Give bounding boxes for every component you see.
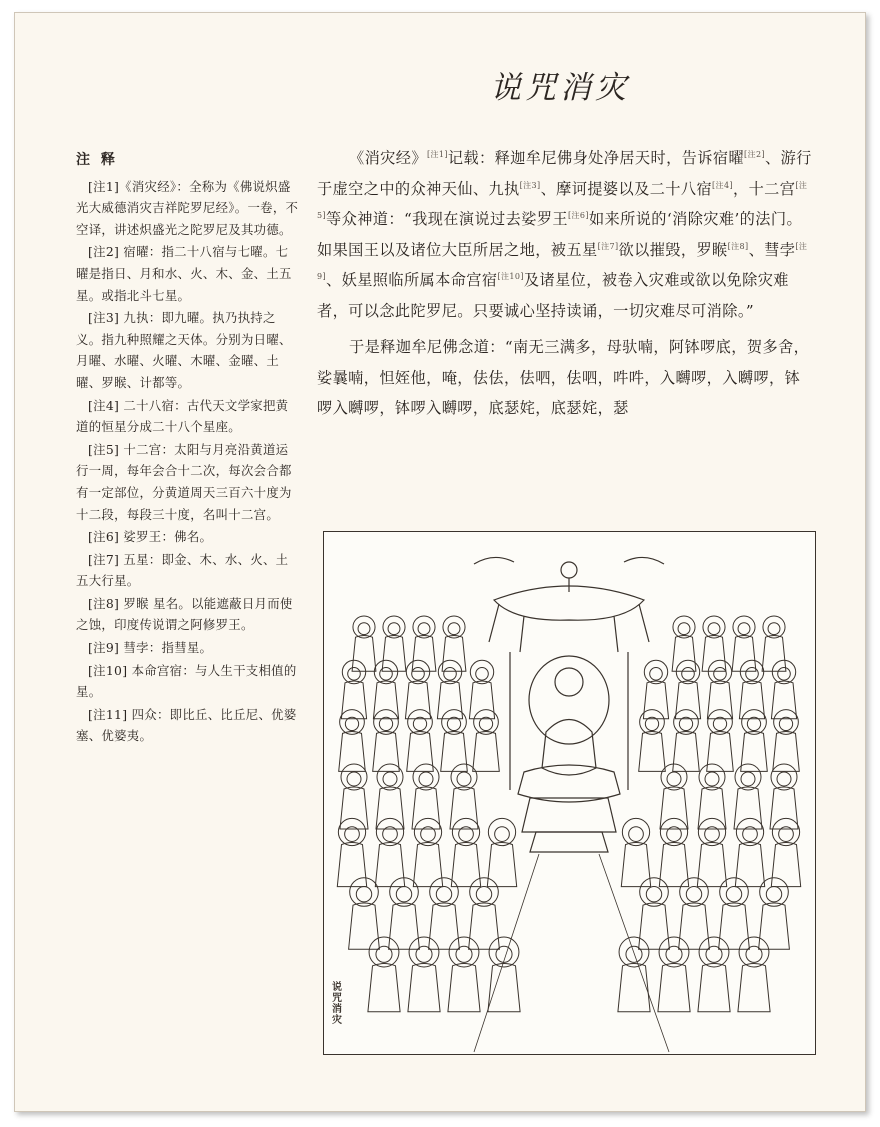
attendant-figure <box>698 764 726 829</box>
floor-path <box>474 854 669 1052</box>
attendant-figure <box>672 616 696 671</box>
note-9: [注9] 彗孛：指彗星。 <box>88 640 213 656</box>
note-8: [注8] 罗睺 星名。以能遮蔽日月而使之蚀，印度传说谓之阿修罗王。 <box>76 595 293 633</box>
note-10: [注10] 本命宫宿：与人生干支相值的星。 <box>76 662 297 700</box>
attendant-figure <box>698 937 730 1012</box>
attendant-figure <box>618 937 650 1012</box>
attendant-figure <box>448 937 480 1012</box>
footnote-ref-3: [注3] <box>519 180 541 190</box>
attendant-figure <box>442 616 466 671</box>
attendant-figure <box>412 764 440 829</box>
note-5: [注5] 十二宫：太阳与月亮沿黄道运行一周，每年会合十二次，每次会合都有一定部位，分黄道周天三百六十度为十二段，每段三十度，名叫十二宫。 <box>76 441 292 522</box>
attendant-figure <box>450 764 478 829</box>
note-1: [注1]《消灾经》：全称为《佛说炽盛光大威德消灾吉祥陀罗尼经》。一卷，不空译，讲述炽盛光之陀罗尼及其功德。 <box>76 178 299 237</box>
footnote-ref-9: [注9] <box>317 241 808 281</box>
note-11: [注11] 四众：即比丘、比丘尼、优婆塞、优婆夷。 <box>76 706 297 744</box>
illustration-caption: 说咒消灾 <box>332 982 342 1026</box>
text-segment: ，十二宫 <box>732 179 796 198</box>
text-segment: 记载：释迦牟尼佛身处净居天时，告诉宿曜 <box>447 149 745 167</box>
text-segment: 、彗孛 <box>748 240 796 259</box>
attendant-figure <box>658 937 690 1012</box>
attendant-figure <box>762 616 786 671</box>
attendant-figure <box>639 878 670 950</box>
attendant-figure <box>719 878 750 950</box>
text-segment: 、摩诃提婆以及二十八宿 <box>540 179 713 198</box>
attendant-figure <box>352 616 376 671</box>
page-title: 说咒消灾 <box>490 70 630 106</box>
buddha-head <box>555 668 583 696</box>
canopy-jewel <box>561 562 577 578</box>
attendant-figure <box>487 818 516 886</box>
attendant-figure <box>368 937 400 1012</box>
attendant-figure <box>738 937 770 1012</box>
attendant-figure <box>660 764 688 829</box>
attendant-figure <box>679 878 710 950</box>
attendant-figure <box>389 878 420 950</box>
text-segment: 、游行于虚空之中的众神天仙、九执 <box>317 149 812 198</box>
footnote-ref-6: [注6] <box>568 210 589 220</box>
buddha-assembly-woodcut <box>323 531 816 1055</box>
text-segment: 欲以摧毁，罗睺 <box>618 240 728 259</box>
woodcut-drawing <box>324 532 815 1054</box>
pedestal-upper <box>522 798 616 832</box>
text-segment: 、妖星照临所属本命宫宿 <box>326 271 498 289</box>
notes-heading: 注 释 <box>76 152 118 168</box>
attendant-figure <box>412 616 436 671</box>
lotus-seat <box>518 765 620 802</box>
staffs <box>510 652 628 790</box>
footnote-ref-1: [注1] <box>426 149 448 159</box>
main-paragraph-2: 于是释迦牟尼佛念道：“南无三满多，母驮喃，阿钵啰底，贺多舍，娑曩喃，怛姪他，唵，佉佉，佉呬，佉呬，吽吽，入嚩啰，入嚩啰，钵啰入嚩啰，钵啰入嚩啰，底瑟姹，底瑟姹，瑟 <box>317 338 810 417</box>
attendant-figure <box>469 878 500 950</box>
footnote-ref-8: [注8] <box>727 241 749 251</box>
attendant-figure <box>770 764 798 829</box>
attendant-figure <box>429 878 460 950</box>
text-segment: 如来所说的‘消除灾难’的法门。如果国王以及诸位大臣所居之地，被五星 <box>317 210 803 259</box>
attendant-figures <box>337 616 800 1012</box>
note-7: [注7] 五星：即金、木、水、火、土五大行星。 <box>76 551 289 589</box>
attendant-figure <box>759 878 790 950</box>
footnote-ref-5: [注5] <box>317 180 808 220</box>
footnote-ref-4: [注4] <box>712 180 733 190</box>
attendant-figure <box>488 937 520 1012</box>
attendant-figure <box>702 616 726 671</box>
note-3: [注3] 九执：即九曜。执乃执持之义。指九种照耀之天体。分别为日曜、月曜、水曜、火曜、木曜、金曜、土曜、罗睺、计都等。 <box>76 310 292 390</box>
text-segment: 等众神道：“我现在演说过去娑罗王 <box>326 210 568 228</box>
attendant-figure <box>621 818 650 886</box>
attendant-figure <box>340 764 368 829</box>
text-segment: 《消灾经》 <box>349 149 427 167</box>
text-segment: 及诸星位，被卷入灾难或欲以免除灾难者，可以念此陀罗尼。只要诚心坚持读诵，一切灾难尽可消除。” <box>317 271 789 320</box>
note-2: [注2] 宿曜：指二十八宿与七曜。七曜是指日、月和水、火、木、金、土五星。或指北斗七星。 <box>76 244 292 303</box>
notes-column <box>76 150 300 748</box>
pedestal-lower <box>530 832 608 852</box>
main-text <box>317 143 815 426</box>
attendant-figure <box>408 937 440 1012</box>
attendant-figure <box>376 764 404 829</box>
attendant-figure <box>349 878 380 950</box>
main-paragraph-1 <box>317 143 815 326</box>
footnote-ref-7: [注7] <box>597 241 619 251</box>
buddha-halo <box>529 656 609 744</box>
attendant-figure <box>734 764 762 829</box>
canopy-tassels <box>489 604 649 652</box>
note-6: [注6] 娑罗王：佛名。 <box>88 529 213 545</box>
canopy-ribbons <box>474 557 664 564</box>
footnote-ref-2: [注2] <box>744 149 765 159</box>
footnote-ref-10: [注10] <box>497 271 524 281</box>
note-4: [注4] 二十八宿：古代天文学家把黄道的恒星分成二十八个星座。 <box>76 397 289 435</box>
